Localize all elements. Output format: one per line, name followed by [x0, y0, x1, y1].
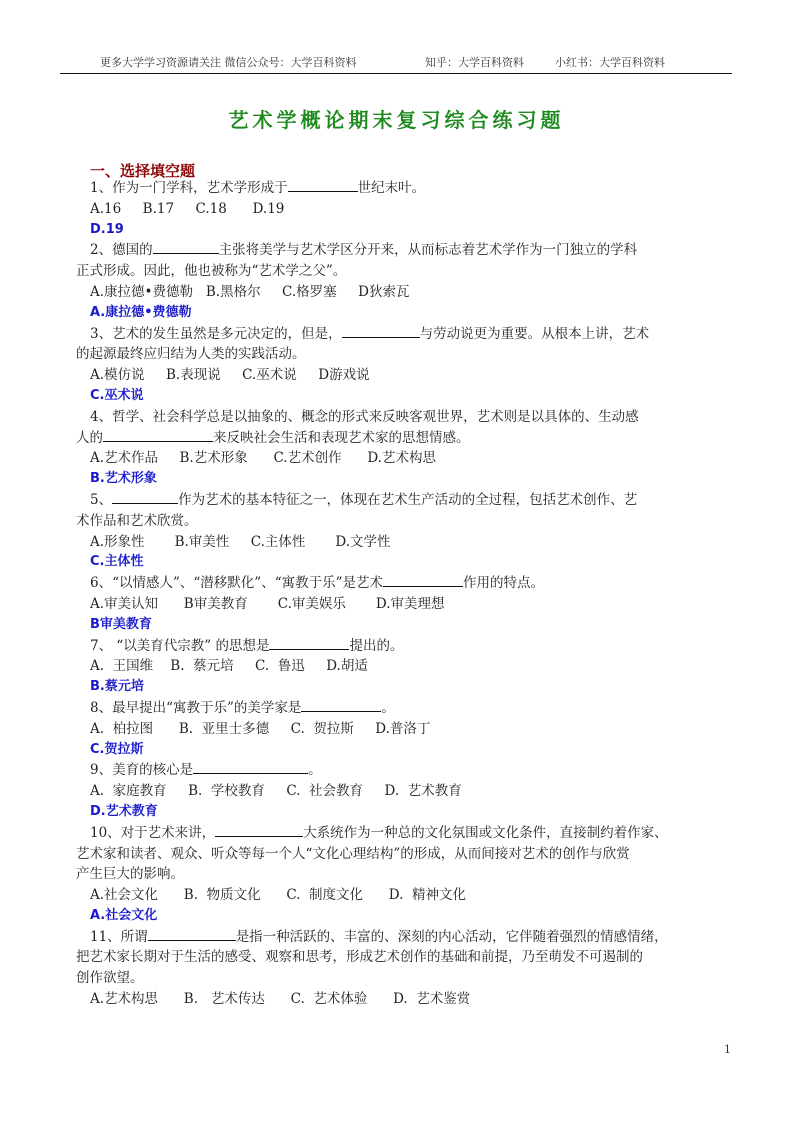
question-stem: [90, 490, 732, 511]
question-stem: [90, 407, 732, 428]
stem-text: 11、所谓: [90, 928, 148, 945]
answer-blank: [342, 324, 420, 338]
question-answer: A.康拉德•费德勒: [90, 304, 192, 320]
question-answer: A.社会文化: [90, 907, 158, 923]
question-options: A.形象性 B.审美性 C.主体性 D.文学性: [90, 533, 391, 550]
question-item: [90, 698, 732, 760]
stem-text: 10、对于艺术来讲，: [90, 824, 216, 841]
page-number: 1: [724, 1043, 731, 1056]
question-stem: [90, 698, 732, 719]
stem-text: 主张将美学与艺术学区分开来，从而标志着艺术学作为一门独立的学科: [218, 242, 638, 259]
question-stem-continued: 术作品和艺术欣赏。: [76, 512, 198, 529]
question-answer: C.巫术说: [90, 387, 144, 403]
stem-text: 1、作为一门学科，艺术学形成于: [90, 180, 288, 196]
question-stem: [90, 760, 732, 781]
question-stem-continued: 把艺术家长期对于生活的感受、观察和思考，形成艺术创作的基础和前提，乃至萌发不可遏制的: [76, 949, 643, 966]
question-options: A.审美认知 B审美教育 C.审美娱乐 D.审美理想: [90, 595, 445, 612]
question-answer: C.主体性: [90, 554, 144, 570]
stem-text: 6、“以情感人”、“潜移默化”、“寓教于乐”是艺术: [90, 575, 383, 592]
question-answer: C.贺拉斯: [90, 741, 144, 757]
stem-text: 是指一种活跃的、丰富的、深刻的内心活动，它伴随着强烈的情感情绪，: [235, 928, 668, 945]
question-options: A.艺术作品 B.艺术形象 C.艺术创作 D.艺术构思: [90, 450, 436, 467]
stem-text: 作为艺术的基本特征之一，体现在艺术生产活动的全过程，包括艺术创作、艺: [178, 491, 638, 508]
answer-blank: [148, 927, 236, 941]
section-heading: 一、选择填空题: [90, 162, 196, 180]
question-stem-continued: 正式形成。因此，他也被称为“艺术学之父”。: [76, 263, 347, 280]
question-options: A. 柏拉图 B. 亚里士多德 C. 贺拉斯 D.普洛丁: [90, 720, 431, 737]
header-divider: [60, 73, 732, 74]
question-stem-continued: 产生巨大的影响。: [76, 866, 184, 883]
question-answer: B审美教育: [90, 616, 152, 632]
header-xiaohongshu: 小红书：大学百科资料: [555, 56, 665, 69]
stem-text: 与劳动说更为重要。从根本上讲，艺术: [419, 325, 650, 342]
question-answer: B.艺术形象: [90, 471, 157, 487]
question-stem: [90, 823, 732, 844]
header-wechat: 更多大学学习资源请关注 微信公众号：大学百科资料: [100, 56, 357, 69]
stem-text: 5、: [90, 491, 113, 508]
question-item: [76, 240, 732, 323]
answer-blank: [383, 573, 463, 587]
question-stem: [90, 324, 732, 345]
question-list: [76, 178, 732, 1010]
stem-text: 人的: [76, 429, 103, 446]
page-header: [60, 50, 732, 72]
answer-blank: [153, 240, 219, 254]
question-stem: [90, 927, 732, 948]
question-answer: D.艺术教育: [90, 803, 158, 819]
question-answer: B.蔡元培: [90, 679, 144, 695]
question-stem-continued: [76, 428, 732, 449]
question-stem: [90, 240, 732, 261]
question-options: A.艺术构思 B. 艺术传达 C. 艺术体验 D. 艺术鉴赏: [90, 991, 471, 1008]
question-item: [76, 823, 732, 927]
answer-blank: [103, 428, 213, 442]
question-item: [76, 927, 732, 1010]
question-item: [90, 573, 732, 635]
question-options: A.社会文化 B. 物质文化 C. 制度文化 D. 精神文化: [90, 887, 467, 904]
stem-text: 世纪末叶。: [357, 180, 426, 196]
stem-text: 2、德国的: [90, 242, 153, 259]
question-item: [76, 490, 732, 573]
question-item: [76, 324, 732, 407]
question-options: A.16 B.17 C.18 D.19: [90, 200, 285, 217]
stem-text: 7、 “以美育代宗教” 的思想是: [90, 637, 270, 654]
question-item: [90, 760, 732, 822]
stem-text: 4、哲学、社会科学总是以抽象的、概念的形式来反映客观世界，艺术则是以具体的、生动感: [90, 408, 639, 425]
question-answer: D.19: [90, 221, 124, 237]
page-title: 艺术学概论期末复习综合练习题: [228, 108, 565, 132]
answer-blank: [301, 698, 381, 712]
question-stem: [90, 178, 732, 199]
question-options: A. 家庭教育 B. 学校教育 C. 社会教育 D. 艺术教育: [90, 783, 462, 800]
answer-blank: [215, 823, 303, 837]
question-stem: [90, 636, 732, 657]
question-options: A. 王国维 B. 蔡元培 C. 鲁迅 D.胡适: [90, 658, 368, 675]
question-stem-continued: 艺术家和读者、观众、听众等每一个人“文化心理结构”的形成，从而间接对艺术的创作与欣赏: [76, 845, 630, 862]
question-options: A.康拉德•费德勒 B.黑格尔 C.格罗塞 D狄索瓦: [90, 283, 410, 300]
question-item: [76, 407, 732, 490]
stem-text: 来反映社会生活和表现艺术家的思想情感。: [213, 429, 470, 446]
question-stem: [90, 573, 732, 594]
answer-blank: [269, 636, 349, 650]
stem-text: 。: [381, 699, 395, 716]
answer-blank: [112, 490, 178, 504]
stem-text: 3、艺术的发生虽然是多元决定的，但是，: [90, 325, 342, 342]
question-stem-continued: 的起源最终应归结为人类的实践活动。: [76, 346, 306, 363]
stem-text: 。: [308, 762, 322, 779]
question-item: [90, 178, 732, 240]
stem-text: 大系统作为一种总的文化氛围或文化条件，直接制约着作家、: [303, 824, 668, 841]
stem-text: 8、最早提出“寓教于乐”的美学家是: [90, 699, 302, 716]
question-stem-continued: 创作欲望。: [76, 970, 144, 987]
question-options: A.模仿说 B.表现说 C.巫术说 D游戏说: [90, 367, 370, 384]
answer-blank: [193, 760, 308, 774]
stem-text: 9、美育的核心是: [90, 762, 194, 779]
answer-blank: [288, 178, 358, 192]
header-zhihu: 知乎：大学百科资料: [425, 56, 524, 69]
question-item: [90, 636, 732, 698]
stem-text: 提出的。: [349, 637, 404, 654]
stem-text: 作用的特点。: [463, 575, 544, 592]
